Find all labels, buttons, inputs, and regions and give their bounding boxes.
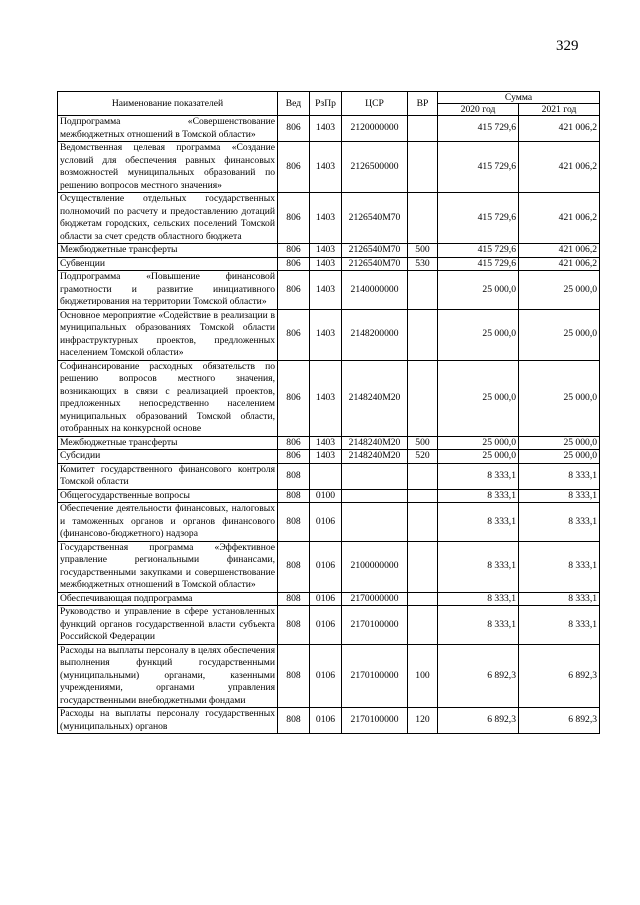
cell-ved: 806 — [278, 244, 310, 258]
cell-rzpr: 1403 — [310, 360, 342, 436]
cell-csr: 2148200000 — [342, 309, 408, 360]
cell-2020: 415 729,6 — [438, 193, 519, 244]
cell-name: Расходы на выплаты персоналу в целях обеспечения выполнения функций государственными (муниципальными) органами, казенными учреждениями, органами управления государственными внебюджетными фондами — [58, 644, 278, 708]
cell-name: Обеспечение деятельности финансовых, налоговых и таможенных органов и органов финансового (финансово-бюджетного) надзора — [58, 503, 278, 542]
table-row — [58, 309, 600, 360]
cell-csr: 2140000000 — [342, 271, 408, 310]
table-row — [58, 142, 600, 193]
cell-name: Руководство и управление в сфере установленных функций органов государственной власти субъекта Российской Федерации — [58, 606, 278, 645]
cell-ved: 808 — [278, 503, 310, 542]
cell-2020: 8 333,1 — [438, 606, 519, 645]
cell-name: Субсидии — [58, 450, 278, 464]
cell-2020: 415 729,6 — [438, 116, 519, 142]
cell-vr: 520 — [408, 450, 438, 464]
cell-vr: 530 — [408, 257, 438, 271]
cell-vr — [408, 606, 438, 645]
cell-name: Основное мероприятие «Содействие в реализации в муниципальных образованиях Томской области инфраструктурных проектов, предложенных населением Томской области» — [58, 309, 278, 360]
cell-2021: 421 006,2 — [519, 193, 600, 244]
cell-rzpr: 0106 — [310, 644, 342, 708]
table-row — [58, 463, 600, 489]
cell-2020: 25 000,0 — [438, 309, 519, 360]
cell-vr — [408, 271, 438, 310]
cell-rzpr: 0106 — [310, 503, 342, 542]
table-row — [58, 541, 600, 592]
cell-2020: 6 892,3 — [438, 644, 519, 708]
cell-rzpr: 1403 — [310, 142, 342, 193]
cell-2020: 415 729,6 — [438, 257, 519, 271]
cell-csr: 2170100000 — [342, 606, 408, 645]
cell-rzpr: 1403 — [310, 309, 342, 360]
budget-table — [57, 91, 600, 734]
cell-2020: 415 729,6 — [438, 142, 519, 193]
cell-csr — [342, 489, 408, 503]
cell-csr: 2170100000 — [342, 644, 408, 708]
cell-2021: 421 006,2 — [519, 116, 600, 142]
cell-2020: 415 729,6 — [438, 244, 519, 258]
cell-ved: 808 — [278, 708, 310, 734]
table-row — [58, 244, 600, 258]
cell-2021: 6 892,3 — [519, 644, 600, 708]
table-row — [58, 450, 600, 464]
header-sum: Сумма — [438, 92, 600, 104]
cell-name: Подпрограмма «Повышение финансовой грамотности и развитие инициативного бюджетирования на территории Томской области» — [58, 271, 278, 310]
cell-ved: 806 — [278, 142, 310, 193]
cell-2021: 8 333,1 — [519, 592, 600, 606]
cell-csr: 2170100000 — [342, 708, 408, 734]
cell-2020: 25 000,0 — [438, 360, 519, 436]
header-csr: ЦСР — [342, 92, 408, 116]
table-row — [58, 271, 600, 310]
cell-2021: 8 333,1 — [519, 489, 600, 503]
table-row — [58, 193, 600, 244]
cell-rzpr — [310, 463, 342, 489]
cell-vr — [408, 193, 438, 244]
cell-csr: 2148240М20 — [342, 450, 408, 464]
cell-ved: 806 — [278, 257, 310, 271]
cell-2021: 8 333,1 — [519, 606, 600, 645]
cell-2021: 25 000,0 — [519, 436, 600, 450]
cell-vr — [408, 142, 438, 193]
cell-2021: 6 892,3 — [519, 708, 600, 734]
cell-ved: 808 — [278, 592, 310, 606]
cell-csr: 2100000000 — [342, 541, 408, 592]
cell-2021: 421 006,2 — [519, 142, 600, 193]
cell-2020: 8 333,1 — [438, 463, 519, 489]
cell-2020: 8 333,1 — [438, 489, 519, 503]
cell-ved: 806 — [278, 436, 310, 450]
table-row — [58, 436, 600, 450]
table-row — [58, 257, 600, 271]
cell-2020: 8 333,1 — [438, 503, 519, 542]
cell-rzpr: 1403 — [310, 116, 342, 142]
cell-vr — [408, 489, 438, 503]
page-number: 329 — [556, 38, 579, 54]
cell-ved: 806 — [278, 309, 310, 360]
table-row — [58, 592, 600, 606]
header-2021: 2021 год — [519, 104, 600, 116]
cell-ved: 806 — [278, 360, 310, 436]
table-row — [58, 708, 600, 734]
cell-name: Субвенции — [58, 257, 278, 271]
cell-ved: 808 — [278, 606, 310, 645]
cell-vr — [408, 592, 438, 606]
cell-csr — [342, 463, 408, 489]
cell-2021: 25 000,0 — [519, 360, 600, 436]
header-2020: 2020 год — [438, 104, 519, 116]
table-row — [58, 489, 600, 503]
cell-2020: 8 333,1 — [438, 541, 519, 592]
cell-vr — [408, 116, 438, 142]
cell-vr: 120 — [408, 708, 438, 734]
cell-2021: 8 333,1 — [519, 541, 600, 592]
cell-csr — [342, 503, 408, 542]
cell-rzpr: 0106 — [310, 708, 342, 734]
cell-ved: 808 — [278, 541, 310, 592]
cell-rzpr: 0106 — [310, 541, 342, 592]
cell-name: Подпрограмма «Совершенствование межбюджетных отношений в Томской области» — [58, 116, 278, 142]
cell-rzpr: 1403 — [310, 244, 342, 258]
cell-ved: 806 — [278, 116, 310, 142]
cell-csr: 2170000000 — [342, 592, 408, 606]
cell-csr: 2120000000 — [342, 116, 408, 142]
cell-rzpr: 1403 — [310, 257, 342, 271]
cell-vr — [408, 309, 438, 360]
cell-vr — [408, 463, 438, 489]
cell-2020: 25 000,0 — [438, 450, 519, 464]
cell-2021: 8 333,1 — [519, 463, 600, 489]
cell-vr: 500 — [408, 244, 438, 258]
header-ved: Вед — [278, 92, 310, 116]
cell-vr — [408, 541, 438, 592]
header-name: Наименование показателей — [58, 92, 278, 116]
cell-2021: 421 006,2 — [519, 244, 600, 258]
cell-rzpr: 1403 — [310, 436, 342, 450]
cell-rzpr: 1403 — [310, 193, 342, 244]
cell-ved: 808 — [278, 489, 310, 503]
cell-2020: 25 000,0 — [438, 436, 519, 450]
table-row — [58, 360, 600, 436]
cell-csr: 2126540М70 — [342, 257, 408, 271]
cell-csr: 2126500000 — [342, 142, 408, 193]
cell-csr: 2126540М70 — [342, 244, 408, 258]
table-header-row — [58, 92, 600, 104]
cell-rzpr: 0100 — [310, 489, 342, 503]
cell-rzpr: 0106 — [310, 592, 342, 606]
cell-2021: 8 333,1 — [519, 503, 600, 542]
cell-name: Обеспечивающая подпрограмма — [58, 592, 278, 606]
cell-name: Межбюджетные трансферты — [58, 436, 278, 450]
cell-rzpr: 1403 — [310, 271, 342, 310]
cell-ved: 806 — [278, 193, 310, 244]
cell-2021: 25 000,0 — [519, 309, 600, 360]
cell-name: Межбюджетные трансферты — [58, 244, 278, 258]
table-row — [58, 503, 600, 542]
cell-ved: 808 — [278, 463, 310, 489]
table-body — [58, 116, 600, 734]
cell-name: Общегосударственные вопросы — [58, 489, 278, 503]
cell-2020: 25 000,0 — [438, 271, 519, 310]
cell-2021: 421 006,2 — [519, 257, 600, 271]
cell-rzpr: 0106 — [310, 606, 342, 645]
cell-csr: 2148240М20 — [342, 360, 408, 436]
cell-vr — [408, 503, 438, 542]
cell-csr: 2148240М20 — [342, 436, 408, 450]
cell-name: Комитет государственного финансового контроля Томской области — [58, 463, 278, 489]
cell-vr: 100 — [408, 644, 438, 708]
cell-vr: 500 — [408, 436, 438, 450]
cell-2021: 25 000,0 — [519, 271, 600, 310]
cell-vr — [408, 360, 438, 436]
cell-2020: 6 892,3 — [438, 708, 519, 734]
cell-name: Софинансирование расходных обязательств по решению вопросов местного значения, возникающих в связи с реализацией проектов, предложенных непосредственно населением муниципальных образований Томской области, отобранных на конкурсной основе — [58, 360, 278, 436]
cell-name: Государственная программа «Эффективное управление региональными финансами, государственными закупками и совершенствование межбюджетных отношений в Томской области» — [58, 541, 278, 592]
cell-ved: 806 — [278, 450, 310, 464]
cell-2020: 8 333,1 — [438, 592, 519, 606]
cell-2021: 25 000,0 — [519, 450, 600, 464]
cell-ved: 806 — [278, 271, 310, 310]
table-row — [58, 644, 600, 708]
header-rzpr: РзПр — [310, 92, 342, 116]
cell-ved: 808 — [278, 644, 310, 708]
cell-name: Ведомственная целевая программа «Создание условий для обеспечения равных финансовых возможностей муниципальных образований по решению вопросов местного значения» — [58, 142, 278, 193]
table-row — [58, 116, 600, 142]
header-vr: ВР — [408, 92, 438, 116]
cell-rzpr: 1403 — [310, 450, 342, 464]
cell-name: Осуществление отдельных государственных полномочий по расчету и предоставлению дотаций бюджетам городских, сельских поселений Томской области за счет средств областного бюджета — [58, 193, 278, 244]
cell-name: Расходы на выплаты персоналу государственных (муниципальных) органов — [58, 708, 278, 734]
cell-csr: 2126540М70 — [342, 193, 408, 244]
table-row — [58, 606, 600, 645]
